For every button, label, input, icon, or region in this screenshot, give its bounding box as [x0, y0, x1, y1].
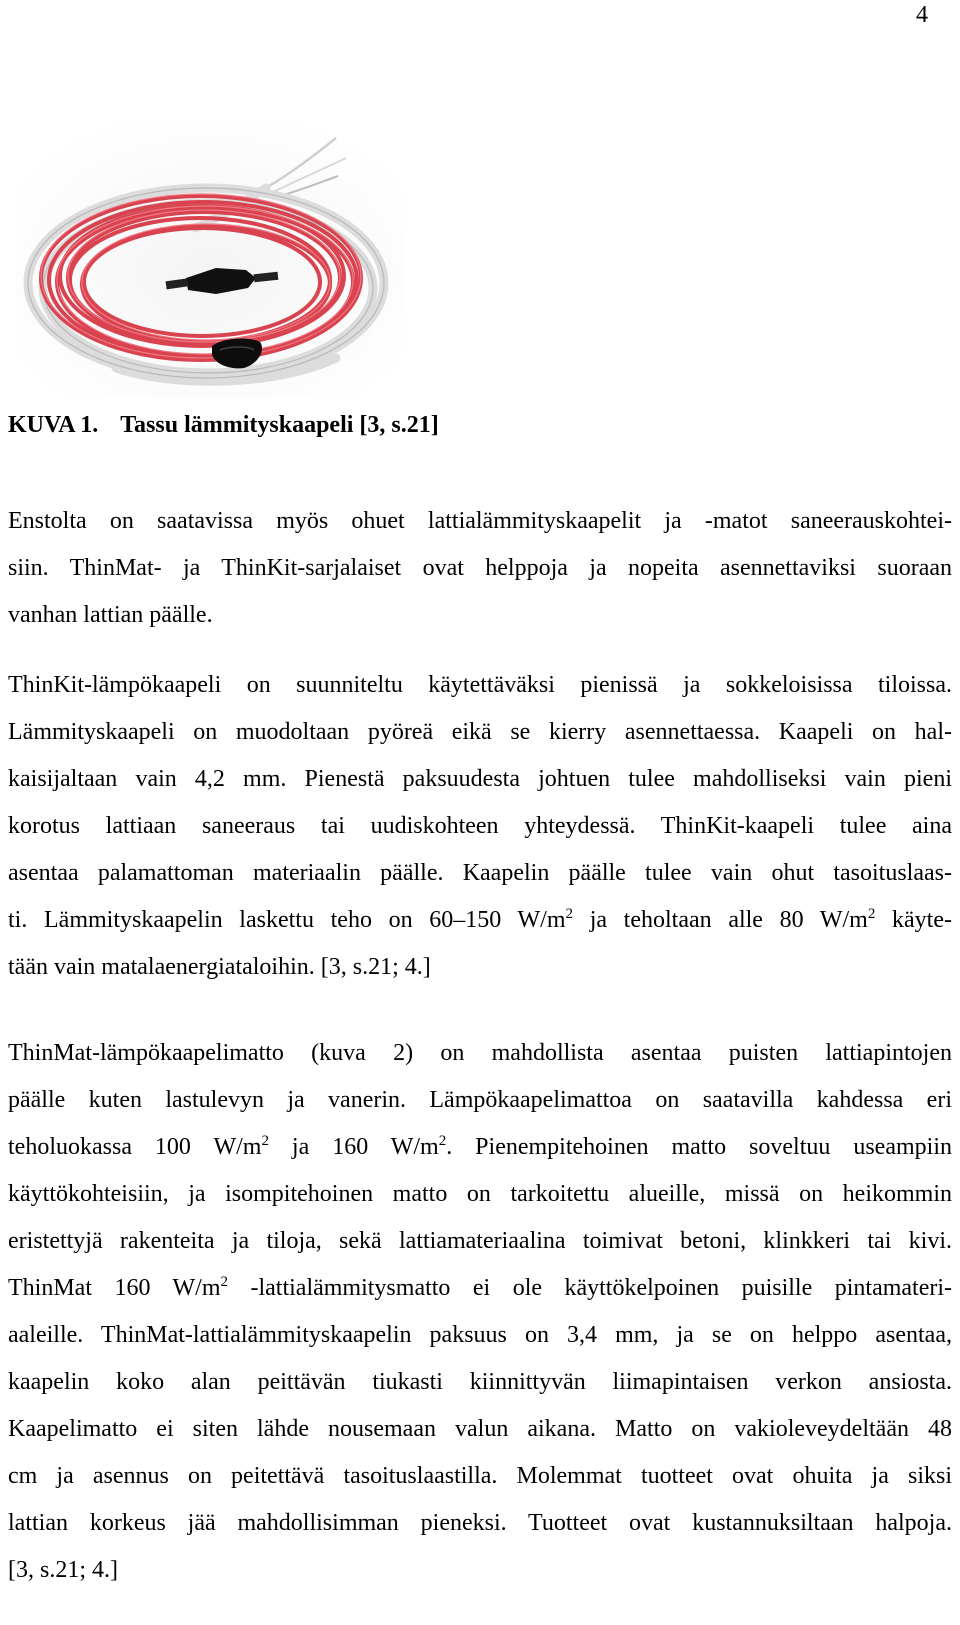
text-line: [8, 1406, 952, 1453]
text-segment: kaisijaltaan vain 4,2 mm. Pienestä paksuudesta johtuen tulee mahdolliseksi vain pieni: [8, 766, 952, 792]
text-segment: ThinMat 160 W/m: [8, 1275, 221, 1301]
text-line: [8, 1359, 952, 1406]
text-line: [8, 803, 952, 850]
text-segment: siin. ThinMat- ja ThinKit-sarjalaiset ovat helppoja ja nopeita asennettaviksi suoraan: [8, 555, 952, 581]
text-line: [8, 1124, 952, 1171]
text-segment: käyte-: [875, 907, 952, 933]
text-segment: kaapelin koko alan peittävän tiukasti kiinnittyvän liimapintaisen verkon ansiosta.: [8, 1369, 952, 1395]
text-line: [8, 1265, 952, 1312]
text-segment: Enstolta on saatavissa myös ohuet lattialämmityskaapelit ja -matot saneerauskohtei-: [8, 508, 952, 534]
text-segment: [3, s.21; 4.]: [8, 1557, 118, 1583]
superscript: 2: [261, 1133, 269, 1149]
text-line: [8, 1500, 952, 1547]
heating-cable-photo-icon: [16, 118, 404, 398]
superscript: 2: [220, 1274, 228, 1290]
text-segment: aaleille. ThinMat-lattialämmityskaapelin paksuus on 3,4 mm, ja se on helppo asentaa,: [8, 1322, 952, 1348]
text-segment: ThinKit-lämpökaapeli on suunniteltu käytettäväksi pienissä ja sokkeloisissa tiloissa.: [8, 672, 952, 698]
text-line: [8, 897, 952, 944]
text-line: [8, 1171, 952, 1218]
text-line: [8, 1218, 952, 1265]
text-line: [8, 498, 952, 545]
text-segment: ja 160 W/m: [268, 1134, 439, 1160]
text-segment: . Pienempitehoinen matto soveltuu useampiin: [446, 1134, 952, 1160]
paragraph-2: [8, 662, 952, 991]
paragraph-1: [8, 498, 952, 639]
text-segment: vanhan lattian päälle.: [8, 602, 213, 628]
text-line: [8, 1312, 952, 1359]
text-line: [8, 1547, 952, 1594]
text-line: [8, 709, 952, 756]
text-line: [8, 756, 952, 803]
text-segment: teholuokassa 100 W/m: [8, 1134, 262, 1160]
superscript: 2: [867, 906, 876, 922]
text-line: [8, 662, 952, 709]
paragraph-3: [8, 1030, 952, 1594]
text-segment: korotus lattiaan saneeraus tai uudiskohteen yhteydessä. ThinKit-kaapeli tulee aina: [8, 813, 952, 839]
text-line: [8, 1030, 952, 1077]
text-segment: Kaapelimatto ei siten lähde nousemaan valun aikana. Matto on vakioleveydeltään 48: [8, 1416, 952, 1442]
text-segment: lattian korkeus jää mahdollisimman pieneksi. Tuotteet ovat kustannuksiltaan halpoja.: [8, 1510, 952, 1536]
text-segment: eristettyjä rakenteita ja tiloja, sekä lattiamateriaalina toimivat betoni, klinkkeri tai kivi.: [8, 1228, 952, 1254]
text-line: [8, 850, 952, 897]
text-line: [8, 944, 952, 991]
figure-heating-cable: [16, 118, 404, 398]
text-segment: ThinMat-lämpökaapelimatto (kuva 2) on mahdollista asentaa puisten lattiapintojen: [8, 1040, 952, 1066]
figure-caption: [8, 412, 439, 439]
text-segment: päälle kuten lastulevyn ja vanerin. Lämpökaapelimattoa on saatavilla kahdessa eri: [8, 1087, 952, 1113]
text-line: [8, 1077, 952, 1124]
text-segment: käyttökohteisiin, ja isompitehoinen matto on tarkoitettu alueille, missä on heikommin: [8, 1181, 952, 1207]
text-segment: -lattialämmitysmatto ei ole käyttökelpoinen puisille pintamateri-: [228, 1275, 953, 1301]
caption-label: KUVA 1.: [8, 412, 99, 438]
page-number: 4: [916, 2, 928, 28]
superscript: 2: [438, 1133, 447, 1149]
text-line: [8, 545, 952, 592]
text-segment: Lämmityskaapeli on muodoltaan pyöreä eikä se kierry asennettaessa. Kaapeli on hal-: [8, 719, 952, 745]
text-line: [8, 592, 952, 639]
text-segment: cm ja asennus on peitettävä tasoituslaastilla. Molemmat tuotteet ovat ohuita ja siksi: [8, 1463, 952, 1489]
text-segment: asentaa palamattoman materiaalin päälle. Kaapelin päälle tulee vain ohut tasoituslaas-: [8, 860, 952, 886]
text-segment: ja teholtaan alle 80 W/m: [573, 907, 868, 933]
superscript: 2: [565, 906, 574, 922]
text-line: [8, 1453, 952, 1500]
text-segment: ti. Lämmityskaapelin laskettu teho on 60–150 W/m: [8, 907, 566, 933]
caption-text: Tassu lämmityskaapeli [3, s.21]: [120, 412, 439, 438]
text-segment: tään vain matalaenergiataloihin. [3, s.21; 4.]: [8, 954, 431, 980]
